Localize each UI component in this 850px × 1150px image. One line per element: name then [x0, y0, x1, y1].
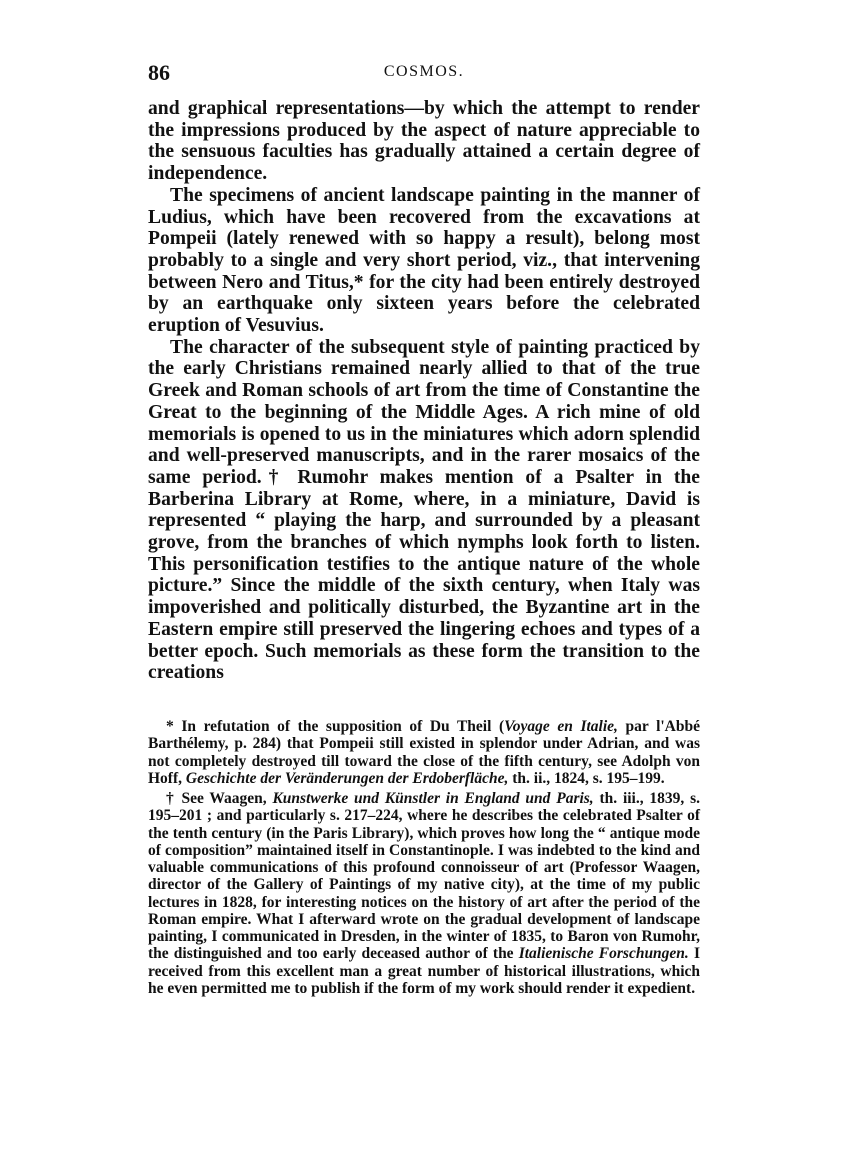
footnote-text: th. ii., 1824, s. 195–199. [508, 769, 665, 787]
running-title: COSMOS. [383, 63, 465, 80]
footnote-dagger [148, 790, 700, 997]
page-number: 86 [148, 60, 170, 85]
paragraph: The specimens of ancient landscape painting in the manner of Ludius, which have been recovered from the excavations at Pompeii (lately renewed with so happy a result), belong most probably to a single and very short period, viz., that intervening between Nero and Titus,* for the city had been entirely destroyed by an earthquake only sixteen years before the celebrated eruption of Vesuvius. [148, 184, 700, 337]
footnote-text: par l'Abbé Barthélemy, p. 284) that Pompeii still existed in splendor under Adrian, and was not completely destroyed till toward the close of the fifth century, see Adolph von Hoff, [148, 718, 700, 787]
footnote-text: th. iii., 1839, s. 195–201 ; and particularly s. 217–224, where he describes the celebrated Psalter of the tenth century (in the Paris Library), which proves how long the “ antique mode of composition” maintained itself in Constantinople. I was indebted to the kind and valuable communications of this profound connoisseur of art (Professor Waagen, director of the Gallery of Paintings of my native city), at the time of my public lectures in 1828, for interesting notices on the history of art after the period of the Roman empire. What I afterward wrote on the gradual development of landscape painting, I communicated in Dresden, in the winter of 1835, to Baron von Rumohr, the distinguished and too early deceased author of the [148, 790, 700, 963]
main-text [148, 98, 700, 684]
footnote-text: I received from this excellent man a great number of historical illustrations, which he even permitted me to publish if the form of my work should render it expedient. [148, 945, 700, 997]
paragraph: The character of the subsequent style of painting practiced by the early Christians remained nearly allied to that of the true Greek and Roman schools of art from the time of Constantine the Great to the beginning of the Middle Ages. A rich mine of old memorials is opened to us in the miniatures which adorn splendid and well-preserved manuscripts, and in the rarer mosaics of the same period.† Rumohr makes mention of a Psalter in the Barberina Library at Rome, where, in a miniature, David is represented “ playing the harp, and surrounded by a pleasant grove, from the branches of which nymphs look forth to listen. This personification testifies to the antique nature of the whole picture.” Since the middle of the sixth century, when Italy was impoverished and politically disturbed, the Byzantine art in the Eastern empire still preserved the lingering echoes and types of a better epoch. Such memorials as these form the transition to the creations [148, 336, 700, 684]
paragraph: and graphical representations—by which the attempt to render the impressions produced by the aspect of nature appreciable to the sensuous faculties has gradually attained a certain degree of independence. [148, 98, 700, 185]
footnote-text: † See Waagen, [166, 790, 273, 807]
page-header [148, 60, 700, 90]
footnote-asterisk [148, 718, 700, 787]
footnote-italic-title: Italienische Forschungen. [518, 945, 689, 963]
footnote-italic-title: Kunstwerke und Künstler in England und Paris, [272, 790, 594, 807]
footnote-italic-title: Geschichte der Veränderungen der Erdoberfläche, [185, 769, 509, 787]
footnote-italic-title: Voyage en Italie, [504, 718, 618, 735]
footnotes [148, 718, 700, 1000]
footnote-text: * In refutation of the supposition of Du Theil ( [166, 718, 505, 735]
